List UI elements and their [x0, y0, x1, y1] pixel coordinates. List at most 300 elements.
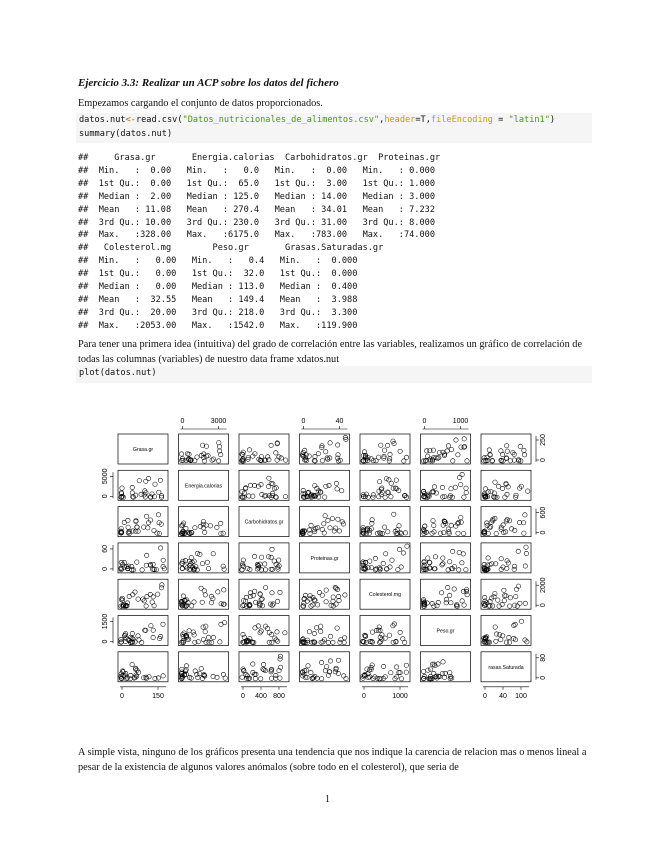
- scatter-point: [428, 667, 432, 671]
- scatter-point: [522, 531, 526, 535]
- scatter-point: [449, 487, 453, 491]
- scatter-point: [146, 526, 150, 530]
- scatter-point: [343, 593, 347, 597]
- scatter-point: [395, 675, 399, 679]
- scatter-point: [283, 494, 287, 498]
- scatter-point: [523, 564, 527, 568]
- scatter-point: [336, 594, 340, 598]
- scatter-point: [122, 520, 126, 524]
- tick-label: 0: [241, 692, 245, 700]
- scatter-point: [522, 453, 526, 457]
- scatter-point: [269, 676, 273, 680]
- scatter-point: [451, 549, 455, 553]
- scatter-point: [403, 531, 407, 535]
- scatter-point: [319, 624, 323, 628]
- summary-line: ## 3rd Qu.: 20.00 3rd Qu.: 218.0 3rd Qu.: 3.300: [78, 307, 358, 318]
- scatter-point: [380, 490, 384, 494]
- scatter-point: [149, 624, 153, 628]
- scatter-point: [461, 552, 465, 556]
- scatter-point: [336, 658, 340, 662]
- scatter-point: [159, 586, 163, 590]
- scatter-point: [483, 487, 487, 491]
- tick-label: 80: [540, 653, 547, 662]
- scatter-point: [432, 485, 436, 489]
- scatter-point: [381, 561, 385, 565]
- summary-line: ## Grasa.gr Energia.calorias Carbohidratos.gr Proteinas.gr: [78, 153, 441, 163]
- variable-label: Energia.calorias: [184, 483, 223, 490]
- scatter-point: [526, 489, 530, 493]
- scatter-point: [440, 563, 444, 567]
- scatter-point: [324, 450, 328, 454]
- scatter-point: [517, 520, 521, 524]
- scatter-point: [270, 591, 274, 595]
- scatter-point: [496, 598, 500, 602]
- scatter-point: [210, 458, 214, 462]
- scatter-point: [146, 476, 150, 480]
- scatter-point: [458, 475, 462, 479]
- code-comma: ,: [379, 115, 385, 125]
- tick-label: 0: [102, 494, 109, 499]
- scatter-point: [494, 632, 498, 636]
- scatter-point: [205, 560, 209, 564]
- scatter-point: [203, 630, 207, 634]
- scatter-point: [158, 546, 162, 550]
- scatter-point: [274, 673, 278, 677]
- scatter-point: [223, 676, 227, 680]
- scatter-point: [267, 458, 271, 462]
- tick-label: 1000: [452, 418, 469, 425]
- scatter-point: [399, 565, 403, 569]
- scatter-point: [389, 495, 393, 499]
- scatter-point: [192, 600, 196, 604]
- tick-label: 0: [422, 418, 427, 425]
- scatter-point: [382, 525, 386, 529]
- scatter-point: [145, 594, 149, 598]
- scatter-point: [272, 559, 276, 563]
- code-filename: "Datos_nutricionales_de_alimentos.csv": [182, 115, 380, 125]
- summary-line: ## Max. :2053.00 Max. :1542.0 Max. :119.900: [78, 320, 358, 331]
- exercise-heading: Ejercicio 3.3: Realizar un ACP sobre los datos del fichero: [78, 77, 339, 89]
- code-block-plot: [76, 366, 592, 383]
- tick-label: 5000: [102, 468, 109, 485]
- scatter-point: [120, 486, 124, 490]
- scatter-point: [499, 637, 503, 641]
- scatter-point: [405, 544, 409, 548]
- scatter-point: [198, 672, 202, 676]
- scatter-point: [431, 490, 435, 494]
- scatter-point: [377, 480, 381, 484]
- scatter-point: [324, 588, 328, 592]
- scatter-point: [137, 638, 141, 642]
- scatter-point: [507, 635, 511, 639]
- scatter-point: [253, 626, 257, 630]
- scatter-point: [378, 640, 382, 644]
- scatter-point: [448, 560, 452, 564]
- tick-label: 800: [273, 692, 285, 700]
- scatter-point: [317, 590, 321, 594]
- scatter-point: [323, 495, 327, 499]
- scatter-point: [217, 441, 221, 445]
- scatter-point: [336, 443, 340, 447]
- scatter-point: [270, 640, 274, 644]
- scatter-point: [269, 443, 273, 447]
- scatter-point: [334, 481, 338, 485]
- scatter-point: [514, 594, 518, 598]
- scatter-point: [383, 495, 387, 499]
- conclusion-paragraph: A simple vista, ninguno de los gráficos presenta una tendencia que nos indique la carencia de relacion mas o menos lineal a pesar de la existencia de algunos valores anómalos (sobre todo en el colesterol), que seria de: [78, 747, 587, 773]
- scatter-point: [385, 443, 389, 447]
- scatter-point: [373, 556, 377, 560]
- scatter-point: [320, 527, 324, 531]
- tick-label: 400: [255, 692, 267, 700]
- tick-label: 3000: [210, 418, 227, 425]
- scatter-point: [333, 526, 337, 530]
- scatter-point: [309, 523, 313, 527]
- variable-label: Proteinas.gr: [310, 555, 339, 562]
- scatter-point: [323, 669, 327, 673]
- scatter-point: [394, 665, 398, 669]
- scatter-point: [439, 591, 443, 595]
- scatter-point: [153, 482, 157, 486]
- scatter-point: [328, 659, 332, 663]
- scatter-point: [130, 662, 134, 666]
- summary-line: ## 1st Qu.: 0.00 1st Qu.: 32.0 1st Qu.: 0.000: [78, 269, 358, 280]
- scatter-point: [216, 590, 220, 594]
- scatter-point: [256, 624, 260, 628]
- scatter-point: [513, 603, 517, 607]
- scatter-point: [399, 677, 403, 681]
- summary-line: ## Min. : 0.00 Min. : 0.0 Min. : 0.00 Min. : 0.000: [78, 165, 435, 176]
- scatter-point: [201, 519, 205, 523]
- scatter-point: [122, 560, 126, 564]
- tick-label: 0: [540, 675, 547, 680]
- scatter-point: [326, 518, 330, 522]
- code-summary-call: summary(datos.nut): [79, 128, 173, 139]
- scatter-point: [144, 514, 148, 518]
- scatter-point: [328, 526, 332, 530]
- scatter-point: [404, 455, 408, 459]
- scatter-point: [277, 558, 281, 562]
- tick-label: 40: [335, 418, 344, 425]
- scatter-point: [438, 531, 442, 535]
- code-encoding-arg: fileEncoding: [430, 115, 493, 125]
- scatter-point: [200, 600, 204, 604]
- scatter-point: [332, 529, 336, 533]
- scatter-point: [515, 604, 519, 608]
- scatter-point: [379, 443, 383, 447]
- scatter-point: [314, 626, 318, 630]
- page-number: 1: [325, 794, 330, 805]
- scatter-point: [266, 455, 270, 459]
- scatter-point: [464, 568, 468, 572]
- scatter-point: [457, 550, 461, 554]
- scatter-point: [215, 675, 219, 679]
- scatter-point: [247, 448, 251, 452]
- scatter-point: [493, 480, 497, 484]
- scatter-point: [181, 594, 185, 598]
- variable-label: Grasa.gr: [132, 447, 154, 453]
- scatter-point: [449, 601, 453, 605]
- summary-line: ## Colesterol.mg Peso.gr Grasas.Saturadas.gr: [78, 243, 384, 254]
- scatter-point: [222, 588, 226, 592]
- scatter-point: [330, 516, 334, 520]
- scatter-point: [441, 660, 445, 664]
- scatter-point: [263, 585, 267, 589]
- scatter-point: [327, 483, 331, 487]
- scatter-point: [488, 526, 492, 530]
- scatter-point: [241, 632, 245, 636]
- scatter-point: [518, 444, 522, 448]
- scatter-point: [144, 563, 148, 567]
- scatter-point: [462, 603, 466, 607]
- variable-label: Carbohidratos.gr: [244, 519, 284, 526]
- scatter-point: [199, 666, 203, 670]
- scatter-point: [151, 595, 155, 599]
- scatter-point: [382, 448, 386, 452]
- scatter-point: [381, 664, 385, 668]
- scatter-point: [523, 601, 527, 605]
- scatter-point: [130, 485, 134, 489]
- scatter-point: [335, 487, 339, 491]
- scatter-point: [441, 562, 445, 566]
- scatter-point: [206, 635, 210, 639]
- scatter-point: [144, 479, 148, 483]
- scatter-point: [393, 677, 397, 681]
- scatter-point: [388, 452, 392, 456]
- scatter-point: [319, 629, 323, 633]
- scatter-point: [303, 593, 307, 597]
- tick-label: 0: [362, 692, 366, 700]
- scatter-point: [137, 479, 141, 483]
- scatter-point: [508, 596, 512, 600]
- variable-label: rasas.Saturada: [488, 664, 524, 671]
- panel-frame: [239, 434, 289, 464]
- scatter-point: [383, 675, 387, 679]
- scatter-point: [446, 585, 450, 589]
- scatter-point: [522, 448, 526, 452]
- scatter-point: [322, 522, 326, 526]
- scatter-point: [426, 556, 430, 560]
- code-close: ): [549, 115, 556, 125]
- scatter-point: [320, 677, 324, 681]
- scatter-point: [440, 485, 444, 489]
- scatter-point: [374, 459, 378, 463]
- tick-label: 600: [540, 506, 547, 519]
- scatter-point: [206, 566, 210, 570]
- scatter-point: [365, 667, 369, 671]
- scatter-point: [304, 668, 308, 672]
- scatter-point: [251, 593, 255, 597]
- scatter-point: [404, 663, 408, 667]
- scatter-point: [397, 524, 401, 528]
- scatter-point: [401, 551, 405, 555]
- scatter-point: [494, 531, 498, 535]
- scatter-point: [456, 531, 460, 535]
- scatter-point: [386, 530, 390, 534]
- scatter-point: [161, 622, 165, 626]
- scatter-point: [211, 457, 215, 461]
- scatter-point: [496, 484, 500, 488]
- scatter-point: [334, 667, 338, 671]
- scatter-point: [426, 454, 430, 458]
- scatter-point: [421, 669, 425, 673]
- scatter-point: [135, 560, 139, 564]
- scatter-point: [502, 588, 506, 592]
- variable-label: Peso.gr: [436, 628, 455, 635]
- scatter-point: [270, 547, 274, 551]
- scatter-point: [451, 459, 455, 463]
- scatter-point: [306, 664, 310, 668]
- scatter-point: [453, 485, 457, 489]
- scatter-point: [500, 452, 504, 456]
- scatter-point: [275, 630, 279, 634]
- scatter-point: [336, 517, 340, 521]
- scatter-point: [219, 521, 223, 525]
- correlation-paragraph: Para tener una primera idea (intuitiva) del grado de correlación entre las variables, realizamos un gráfico de correlación de todas las columnas (variables) de nuestro data frame xdatos.nut: [78, 339, 583, 365]
- scatter-point: [312, 631, 316, 635]
- scatter-point: [211, 635, 215, 639]
- scatter-point: [497, 633, 501, 637]
- scatter-point: [319, 660, 323, 664]
- tick-label: 0: [102, 566, 109, 571]
- scatter-point: [384, 552, 388, 556]
- scatter-point: [331, 599, 335, 603]
- scatter-point: [152, 528, 156, 532]
- scatter-point: [202, 589, 206, 593]
- scatter-point: [158, 478, 162, 482]
- summary-line: ## Min. : 0.00 Min. : 0.4 Min. : 0.000: [78, 256, 358, 267]
- scatter-point: [499, 557, 503, 561]
- panel-frame: [481, 434, 531, 464]
- scatter-point: [204, 624, 208, 628]
- tick-label: 0: [120, 692, 124, 700]
- scatter-point: [494, 639, 498, 643]
- scatter-point: [370, 630, 374, 634]
- summary-line: ## Mean : 32.55 Mean : 149.4 Mean : 3.988: [78, 294, 358, 305]
- scatter-point: [203, 530, 207, 534]
- tick-label: 100: [515, 692, 527, 700]
- tick-label: 150: [152, 692, 164, 700]
- scatter-point: [274, 451, 278, 455]
- summary-line: ## Mean : 11.08 Mean : 270.4 Mean : 34.01 Mean : 7.232: [78, 204, 435, 215]
- scatter-point: [313, 454, 317, 458]
- scatter-point: [272, 487, 276, 491]
- scatter-point: [261, 662, 265, 666]
- scatter-point: [199, 586, 203, 590]
- scatter-point: [342, 640, 346, 644]
- summary-line: ## 1st Qu.: 0.00 1st Qu.: 65.0 1st Qu.: 3.00 1st Qu.: 1.000: [78, 178, 435, 189]
- scatter-point: [448, 495, 452, 499]
- scatter-point: [462, 531, 466, 535]
- scatter-point: [204, 640, 208, 644]
- scatter-point: [187, 629, 191, 633]
- scatter-point: [460, 561, 464, 565]
- scatter-point: [486, 556, 490, 560]
- scatter-point: [240, 675, 244, 679]
- scatter-point: [337, 529, 341, 533]
- scatter-point: [519, 619, 523, 623]
- scatter-point: [135, 525, 139, 529]
- scatter-point: [315, 603, 319, 607]
- scatter-point: [368, 559, 372, 563]
- scatter-point: [449, 523, 453, 527]
- scatter-point: [370, 518, 374, 522]
- scatter-point: [222, 567, 226, 571]
- scatter-point: [151, 628, 155, 632]
- scatter-point: [512, 458, 516, 462]
- scatter-point: [521, 521, 525, 525]
- summary-line: ## Median : 0.00 Median : 113.0 Median : 0.400: [78, 282, 358, 293]
- code-plot-call: plot(datos.nut): [79, 368, 157, 378]
- scatter-point: [516, 549, 520, 553]
- scatter-point: [187, 452, 191, 456]
- scatter-point: [148, 592, 152, 596]
- scatter-point: [211, 552, 215, 556]
- scatter-point: [144, 604, 148, 608]
- tick-label: 60: [102, 545, 109, 553]
- scatter-point: [441, 556, 445, 560]
- code-assign: <-: [125, 115, 136, 125]
- scatter-point: [426, 668, 430, 672]
- scatter-point: [301, 488, 305, 492]
- scatter-point: [259, 555, 263, 559]
- scatter-point: [275, 599, 279, 603]
- scatter-point: [324, 600, 328, 604]
- scatter-point: [179, 452, 183, 456]
- scatter-point: [344, 676, 348, 680]
- scatter-point: [404, 670, 408, 674]
- scatter-point: [508, 604, 512, 608]
- scatter-point: [192, 633, 196, 637]
- scatter-point: [209, 601, 213, 605]
- scatter-point: [267, 476, 271, 480]
- tick-label: 2000: [540, 577, 547, 593]
- scatter-point: [335, 626, 339, 630]
- scatter-point: [215, 525, 219, 529]
- scatter-point: [263, 562, 267, 566]
- scatterplot-matrix: [90, 410, 570, 720]
- scatter-point: [218, 640, 222, 644]
- scatter-point: [219, 622, 223, 626]
- scatter-point: [331, 595, 335, 599]
- scatter-point: [193, 526, 197, 530]
- scatter-point: [203, 593, 207, 597]
- summary-line: ## 3rd Qu.: 10.00 3rd Qu.: 230.0 3rd Qu.: 31.00 3rd Qu.: 8.000: [78, 217, 435, 228]
- tick-label: 0: [540, 458, 547, 462]
- scatter-point: [126, 525, 130, 529]
- scatter-point: [309, 670, 313, 674]
- scatter-point: [431, 518, 435, 522]
- scatter-point: [337, 598, 341, 602]
- scatter-point: [142, 525, 146, 529]
- scatter-point: [191, 630, 195, 634]
- scatter-point: [269, 555, 273, 559]
- scatter-point: [512, 623, 516, 627]
- code-object: datos.nut: [79, 115, 126, 125]
- tick-label: 250: [540, 434, 547, 446]
- scatter-point: [326, 640, 330, 644]
- scatter-point: [401, 637, 405, 641]
- scatter-point: [444, 597, 448, 601]
- scatter-point: [259, 677, 263, 681]
- scatter-point: [442, 675, 446, 679]
- scatter-point: [338, 640, 342, 644]
- scatter-point: [462, 495, 466, 499]
- scatter-point: [459, 482, 463, 486]
- scatter-point: [391, 640, 395, 644]
- scatter-point: [342, 674, 346, 678]
- code-encoding-val: "latin1": [508, 115, 550, 125]
